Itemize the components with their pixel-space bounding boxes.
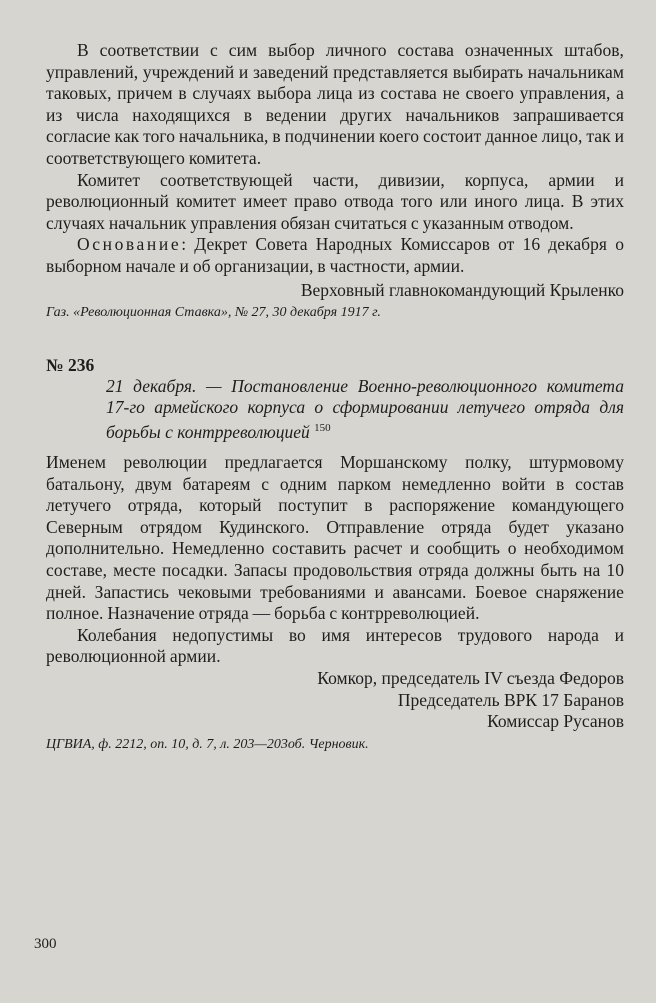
paragraph: Колебания недопустимы во имя интересов трудового народа и революционной армии. xyxy=(46,624,624,667)
source-citation: ЦГВИА, ф. 2212, оп. 10, д. 7, л. 203—203об. Черновик. xyxy=(46,736,369,752)
basis-paragraph xyxy=(46,234,624,277)
signature: Комкор, председатель IV съезда Федоров xyxy=(317,667,624,688)
page-number: 300 xyxy=(34,936,57,952)
document-number: № 236 xyxy=(46,355,95,375)
signature: Председатель ВРК 17 Баранов xyxy=(397,689,624,710)
document-title xyxy=(46,376,624,443)
source-citation: Газ. «Революционная Ставка», № 27, 30 декабря 1917 г. xyxy=(46,305,381,321)
footnote-marker: 150 xyxy=(314,422,331,434)
top-section xyxy=(46,40,624,322)
paragraph: Именем революции предлагается Моршанскому полку, штурмовому батальону, двум батареям с одним парком немедленно войти в состав летучего отряда, который поступит в распоряжение командующего Северным отрядом Кудинского. Отправление отряда будет указано дополнительно. Немедленно составить расчет и сообщить о необходимом составе, месте посадки. Запасы продовольствия отряда должны быть на 10 дней. Запастись чековыми требованиями и авансами. Боевое снаряжение полное. Назначение отряда — борьба с контрреволюцией. xyxy=(46,452,624,624)
paragraph: В соответствии с сим выбор личного состава означенных штабов, управлений, учреждений и заведений представляется выбирать начальникам таковых, причем в случаях выбора лица из состава не своего управления, а из числа находящихся в ведении других начальников запрашивается согласие как того начальника, в подчинении коего состоит данное лицо, так и соответствующего комитета. xyxy=(46,40,624,168)
document-236 xyxy=(46,355,624,443)
document-title-text: 21 декабря. — Постановление Военно-революционного комитета 17-го армейского корпуса о сформировании летучего отряда для борьбы с контрреволюцией xyxy=(106,376,624,442)
paragraph: Комитет соответствующей части, дивизии, корпуса, армии и революционный комитет имеет право отвода того или иного лица. В этих случаях начальник управления обязан считаться с указанным отводом. xyxy=(46,169,624,233)
basis-text: : Декрет Совета Народных Комиссаров от 16 декабря о выборном начале и об организации, в частности, армии. xyxy=(46,234,624,276)
signature: Комиссар Русанов xyxy=(487,711,624,732)
document-body xyxy=(46,452,624,754)
basis-label: Основание xyxy=(77,234,182,255)
signature: Верховный главнокомандующий Крыленко xyxy=(300,279,624,300)
